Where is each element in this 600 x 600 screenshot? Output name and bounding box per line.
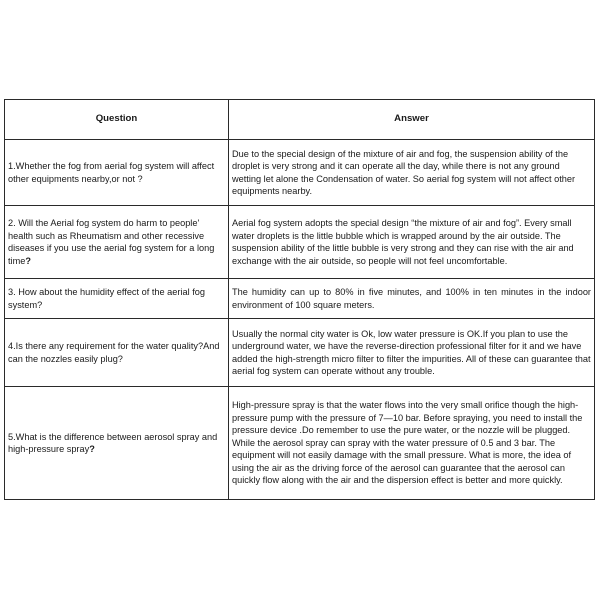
question-cell	[5, 319, 229, 387]
answer-cell: Usually the normal city water is Ok, low water pressure is OK.If you plan to use the underground water, we have the reverse-direction professional filter for it and we have added the high-strength micro filter to filter the impurities. All of these can guarantee that aerial fog system can operate without any trouble.	[229, 319, 595, 387]
question-text: 5.What is the difference between aerosol spray and high-pressure spray	[8, 431, 218, 454]
answer-cell: Due to the special design of the mixture of air and fog, the suspension ability of the droplet is very strong and it can operate all the day, while there is not any ground wetting let alone the Condensation of water. So aerial fog system will not affect other equipments nearby.	[229, 140, 595, 206]
question-text: 4.Is there any requirement for the water quality?And can the nozzles easily plug?	[8, 341, 220, 364]
table-row	[5, 140, 595, 206]
table-row	[5, 387, 595, 500]
question-mark: ?	[25, 255, 31, 266]
table-row	[5, 279, 595, 319]
answer-cell: Aerial fog system adopts the special design “the mixture of air and fog”. Every small water droplets is the little bubble which is wrapped around by the air outside. The suspension ability of the little bubble is very strong and they can rise with the air and exchange with the air outside, so people will not feel uncomfortable.	[229, 206, 595, 279]
answer-cell: The humidity can up to 80% in five minutes, and 100% in ten minutes in the indoor environment of 100 square meters.	[229, 279, 595, 319]
question-text: 2. Will the Aerial fog system do harm to people' health such as Rheumatism and other recessive diseases if you use the aerial fog system for a long time	[8, 218, 215, 266]
question-text: 3. How about the humidity effect of the aerial fog system?	[8, 287, 205, 310]
answer-cell: High-pressure spray is that the water flows into the very small orifice though the high-pressure pump with the pressure of 7—10 bar. Before spraying, you need to install the pressure device .Do remember to use the pure water, or the nozzle will be plugged. While the aerosol spray can spray with the water pressure of 0.5 and 3 bar. The equipment will not easily damage with the small pressure. What is more, the idea of using the air as the driving force of the aerosol can guarantee that the aerosol can quickly flow along with the air and the dispersion effect is better and more quickly.	[229, 387, 595, 500]
question-header: Question	[5, 100, 229, 140]
question-cell	[5, 279, 229, 319]
table-row	[5, 206, 595, 279]
table-row	[5, 319, 595, 387]
question-text: 1.Whether the fog from aerial fog system will affect other equipments nearby,or not ?	[8, 161, 215, 184]
question-cell	[5, 206, 229, 279]
question-mark: ?	[89, 444, 95, 454]
question-cell	[5, 140, 229, 206]
header-row	[5, 100, 595, 140]
answer-header: Answer	[229, 100, 595, 140]
faq-table	[4, 99, 595, 500]
question-cell	[5, 387, 229, 500]
